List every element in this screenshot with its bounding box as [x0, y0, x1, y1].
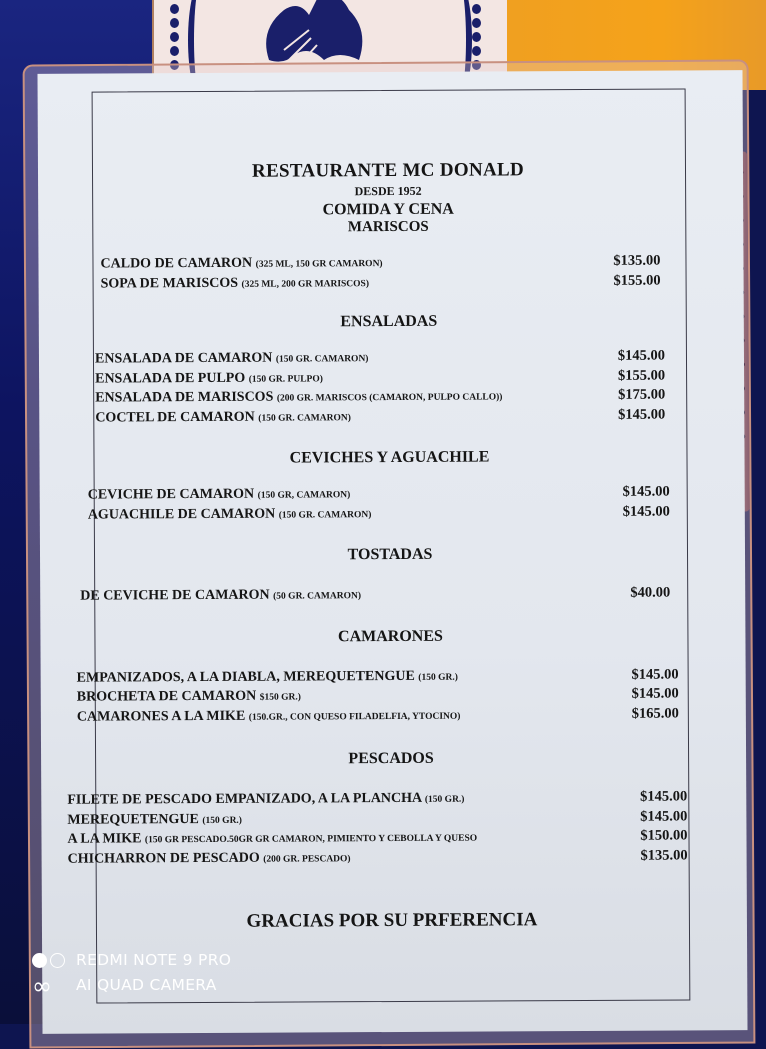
item-detail: (150 GR, CAMARON) [257, 490, 351, 501]
camera-watermark [32, 948, 231, 998]
section-soups [78, 252, 698, 294]
menu-page [37, 70, 747, 1034]
item-price: $145.00 [640, 788, 688, 805]
menu-item [77, 705, 679, 728]
item-name: CHICHARRON DE PESCADO [67, 850, 260, 867]
item-name: MEREQUETENGUE [67, 811, 199, 828]
item-name: ENSALADA DE CAMARON [94, 350, 273, 367]
item-name: CALDO DE CAMARON [100, 255, 253, 272]
item-name: CEVICHE DE CAMARON [87, 486, 255, 503]
item-detail: (150 GR. CAMARON) [275, 354, 369, 365]
item-price: $150.00 [640, 827, 688, 844]
section-title-pescados: PESCADOS [348, 749, 434, 768]
item-price: $145.00 [618, 406, 666, 423]
item-price: $155.00 [613, 272, 661, 289]
item-price: $145.00 [640, 807, 688, 825]
item-detail: (150 GR. CAMARON) [258, 412, 351, 424]
menu-category: MARISCOS [347, 218, 429, 236]
menu-item [95, 406, 665, 428]
established-year: DESDE 1952 [354, 183, 422, 199]
item-detail: (200 GR. PESCADO) [263, 853, 351, 865]
section-ceviches [80, 483, 700, 525]
item-name: ENSALADA DE PULPO [95, 370, 246, 387]
item-name: BROCHETA DE CAMARON [76, 688, 257, 705]
item-price: $175.00 [618, 386, 666, 403]
restaurant-name: RESTAURANTE MC DONALD [251, 159, 525, 182]
item-detail: (150 GR PESCADO.50GR GR CAMARON, PIMIENTO Y CEBOLLA Y QUESO [144, 833, 478, 846]
item-price: $165.00 [631, 705, 679, 722]
menu-item [88, 503, 670, 526]
item-name: FILETE DE PESCADO EMPANIZADO, A LA PLANCHA [67, 790, 422, 808]
section-tostadas [80, 584, 700, 607]
item-detail: $150 GR.) [259, 692, 301, 703]
item-detail: (50 GR. CAMARON) [273, 591, 362, 602]
section-title-camarones: CAMARONES [337, 627, 443, 645]
item-name: EMPANIZADOS, A LA DIABLA, MEREQUETENGUE [76, 668, 415, 686]
item-detail: (325 ML, 150 GR CAMARON) [255, 259, 383, 270]
item-name: CAMARONES A LA MIKE [76, 708, 246, 725]
item-price: $135.00 [613, 252, 661, 269]
menu-content [67, 70, 701, 933]
section-ensaladas [79, 347, 699, 428]
item-detail: (325 ML, 200 GR MARISCOS) [241, 278, 370, 290]
item-name: DE CEVICHE DE CAMARON [80, 587, 270, 604]
item-name: COCTEL DE CAMARON [95, 409, 255, 426]
menu-item [101, 272, 661, 294]
item-price: $145.00 [631, 685, 679, 702]
item-price: $145.00 [622, 503, 670, 520]
closing-message: GRACIAS POR SU PRFERENCIA [246, 909, 538, 932]
item-detail: (150 GR. CAMARON) [278, 509, 372, 521]
item-price: $145.00 [631, 666, 679, 683]
item-name: SOPA DE MARISCOS [100, 275, 239, 292]
item-price: $145.00 [622, 483, 670, 500]
watermark-camera: AI QUAD CAMERA [76, 976, 217, 994]
item-detail: (150 GR. PULPO) [248, 373, 323, 385]
section-title-ceviches: CEVICHES Y AGUACHILE [289, 448, 490, 467]
section-pescados [67, 788, 701, 869]
menu-item [80, 585, 670, 608]
item-detail: (150 GR.) [418, 672, 458, 683]
item-detail: (150 GR.) [424, 794, 465, 805]
watermark-device: REDMI NOTE 9 PRO [76, 951, 232, 969]
item-price: $135.00 [640, 846, 688, 864]
item-name: A LA MIKE [67, 831, 142, 847]
item-detail: (150.GR., CON QUESO FILADELFIA, YTOCINO) [248, 711, 461, 723]
infinity-icon: ∞ [32, 971, 53, 1000]
section-camarones [77, 666, 701, 728]
section-title-tostadas: TOSTADAS [347, 545, 433, 564]
item-price: $40.00 [630, 584, 671, 601]
item-price: $145.00 [617, 347, 666, 364]
section-title-ensaladas: ENSALADAS [340, 312, 438, 331]
camera-lens-icon [32, 953, 76, 968]
menu-subtitle: COMIDA Y CENA [322, 200, 454, 219]
item-detail: (200 GR. MARISCOS (CAMARON, PULPO CALLO)) [276, 392, 503, 404]
item-name: ENSALADA DE MARISCOS [95, 389, 274, 406]
item-price: $155.00 [617, 367, 666, 384]
menu-item [68, 847, 688, 870]
item-detail: (150 GR.) [202, 815, 242, 826]
item-name: AGUACHILE DE CAMARON [87, 506, 276, 523]
